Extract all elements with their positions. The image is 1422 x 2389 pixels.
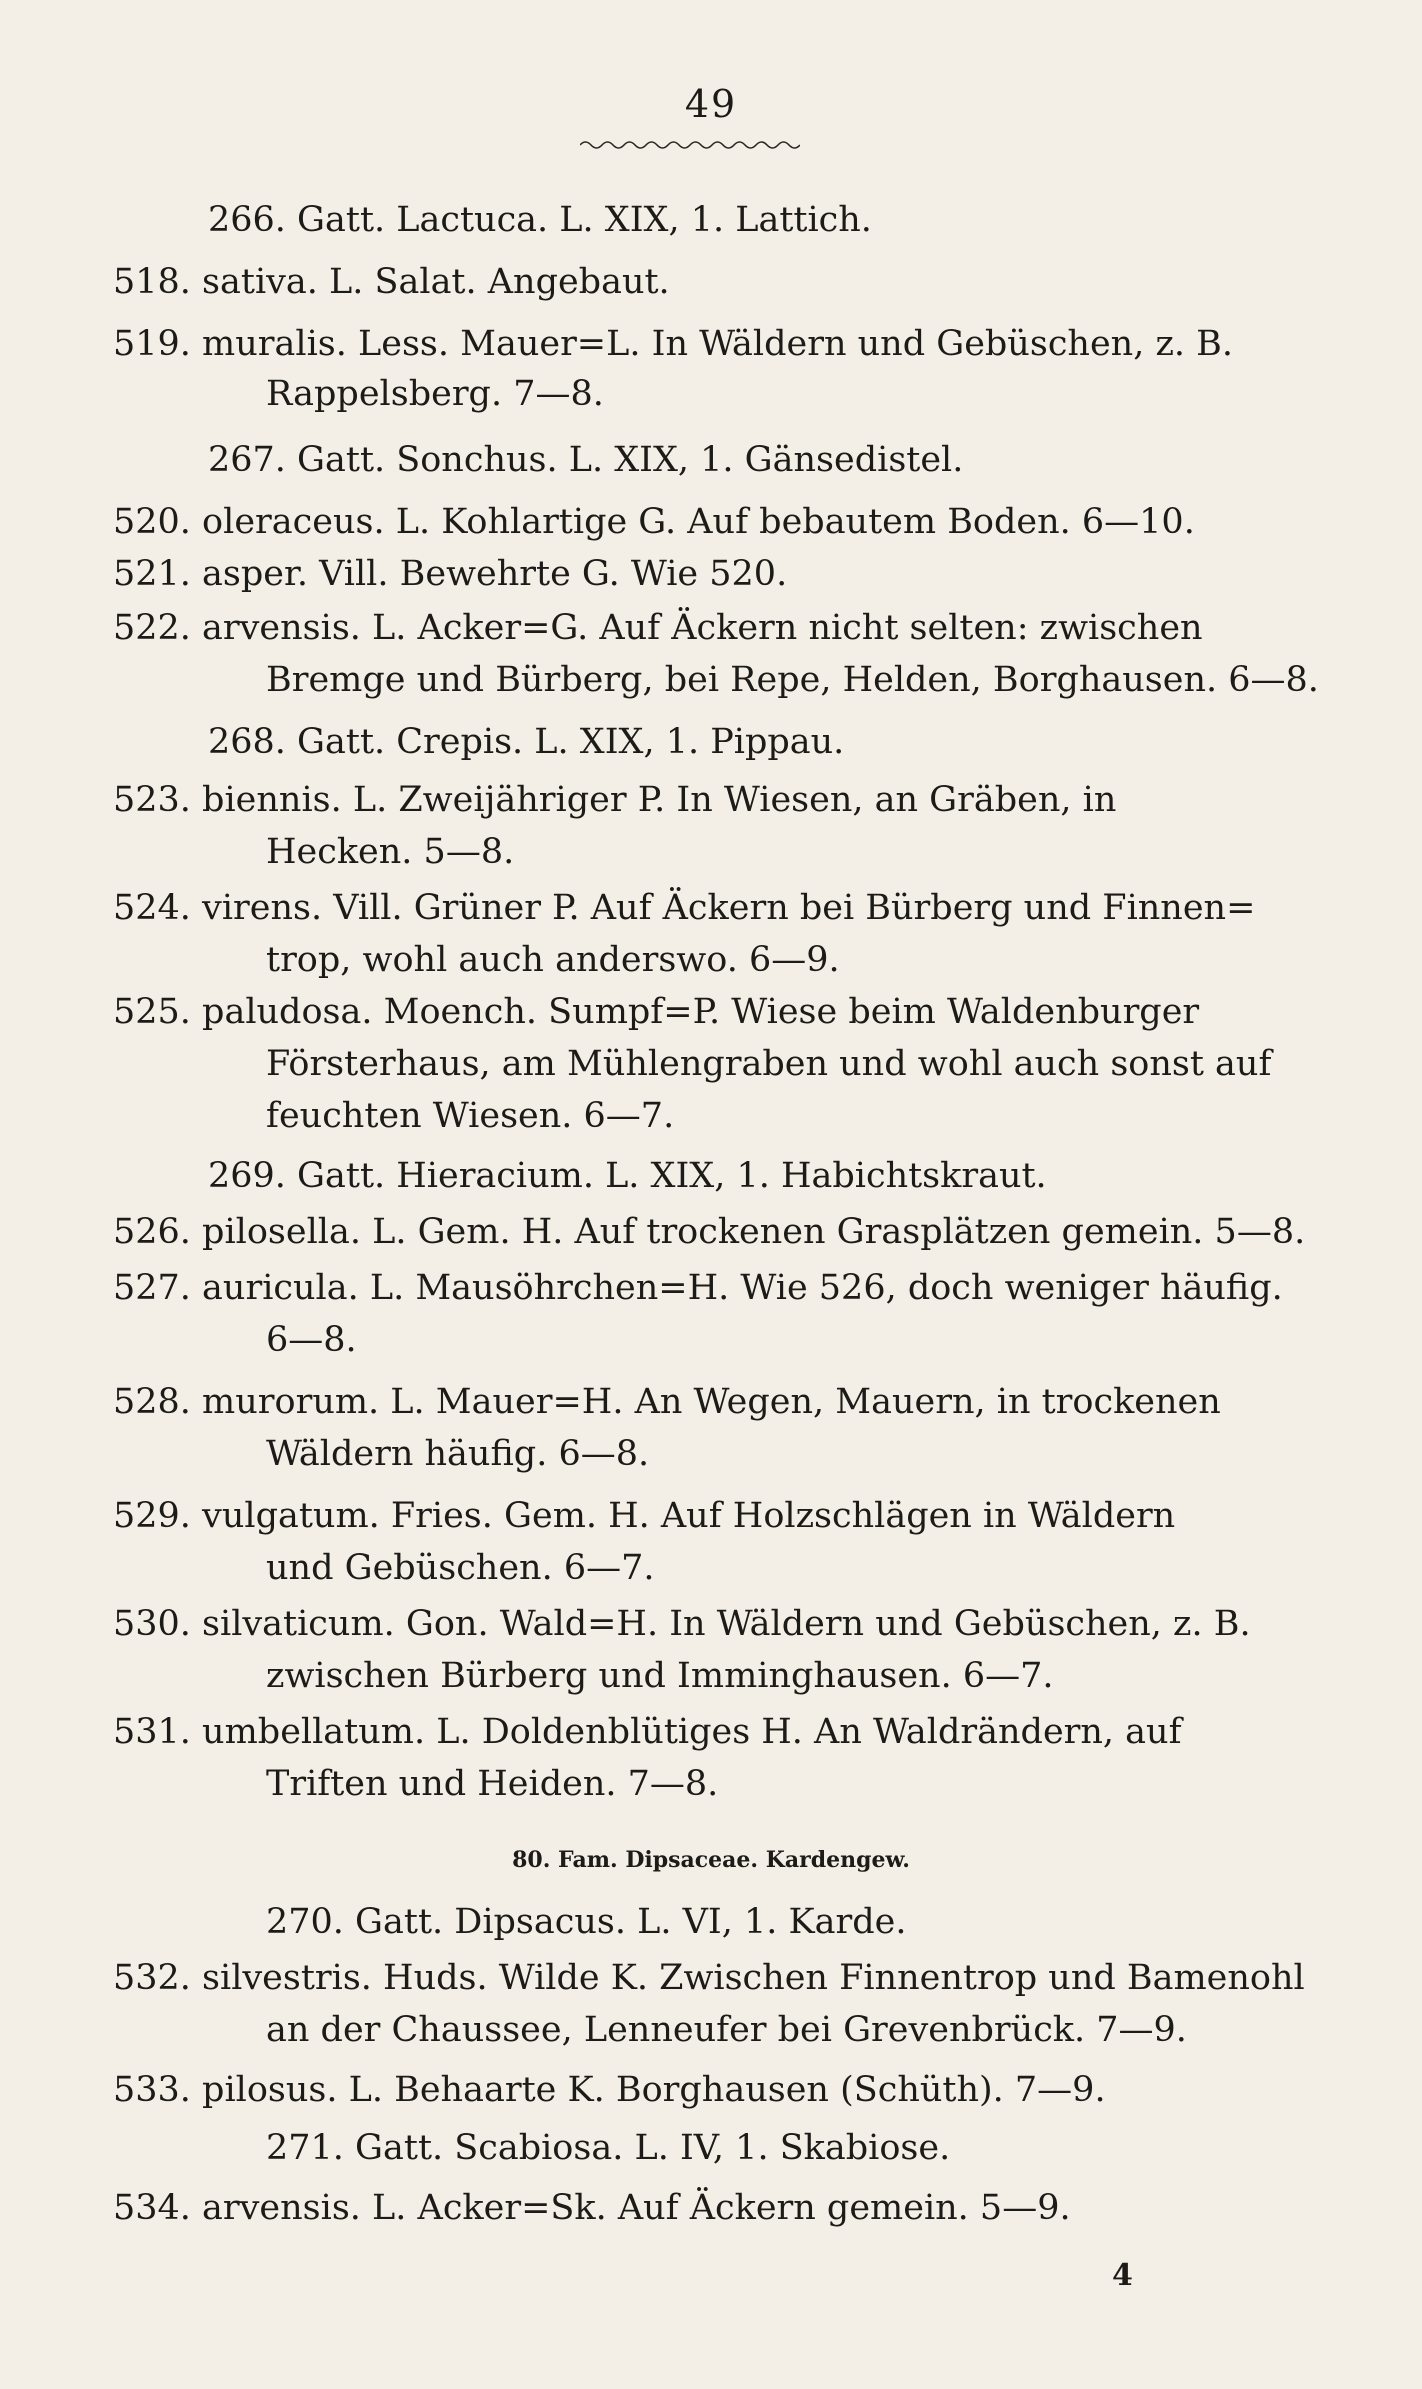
- genus-heading-268: 268. Gatt. Crepis. L. XIX, 1. Pippau.: [208, 722, 845, 762]
- species-entry-525: 525. paludosa. Moench. Sumpf=P. Wiese beim Waldenburger: [113, 992, 1200, 1032]
- species-entry-527: 527. auricula. L. Mausöhrchen=H. Wie 526, doch weniger häufig.: [113, 1268, 1283, 1308]
- decorative-rule: [580, 138, 800, 152]
- species-entry-518: 518. sativa. L. Salat. Angebaut.: [113, 262, 670, 302]
- species-entry-533: 533. pilosus. L. Behaarte K. Borghausen (Schüth). 7—9.: [113, 2070, 1106, 2110]
- species-entry-534: 534. arvensis. L. Acker=Sk. Auf Äckern gemein. 5—9.: [113, 2188, 1071, 2228]
- species-entry-526: 526. pilosella. L. Gem. H. Auf trockenen Grasplätzen gemein. 5—8.: [113, 1212, 1306, 1252]
- species-entry-525-cont: Försterhaus, am Mühlengraben und wohl auch sonst auf: [266, 1044, 1272, 1084]
- species-entry-530: 530. silvaticum. Gon. Wald=H. In Wäldern und Gebüschen, z. B.: [113, 1604, 1251, 1644]
- genus-heading-271: 271. Gatt. Scabiosa. L. IV, 1. Skabiose.: [266, 2128, 951, 2168]
- species-entry-522: 522. arvensis. L. Acker=G. Auf Äckern nicht selten: zwischen: [113, 608, 1203, 648]
- species-entry-532-cont: an der Chaussee, Lenneufer bei Grevenbrück. 7—9.: [266, 2010, 1187, 2050]
- species-entry-520: 520. oleraceus. L. Kohlartige G. Auf bebautem Boden. 6—10.: [113, 502, 1195, 542]
- species-entry-519-cont: Rappelsberg. 7—8.: [266, 374, 604, 414]
- species-entry-523-cont: Hecken. 5—8.: [266, 832, 515, 872]
- species-entry-524: 524. virens. Vill. Grüner P. Auf Äckern bei Bürberg und Finnen=: [113, 888, 1256, 928]
- species-entry-522-cont: Bremge und Bürberg, bei Repe, Helden, Borghausen. 6—8.: [266, 660, 1319, 700]
- species-entry-529: 529. vulgatum. Fries. Gem. H. Auf Holzschlägen in Wäldern: [113, 1496, 1176, 1536]
- genus-heading-267: 267. Gatt. Sonchus. L. XIX, 1. Gänsedistel.: [208, 440, 964, 480]
- species-entry-524-cont: trop, wohl auch anderswo. 6—9.: [266, 940, 840, 980]
- species-entry-523: 523. biennis. L. Zweijähriger P. In Wiesen, an Gräben, in: [113, 780, 1117, 820]
- species-entry-525-cont2: feuchten Wiesen. 6—7.: [266, 1096, 675, 1136]
- species-entry-532: 532. silvestris. Huds. Wilde K. Zwischen Finnentrop und Bamenohl: [113, 1958, 1305, 1998]
- species-entry-528: 528. murorum. L. Mauer=H. An Wegen, Mauern, in trockenen: [113, 1382, 1221, 1422]
- species-entry-528-cont: Wäldern häufig. 6—8.: [266, 1434, 650, 1474]
- species-entry-531-cont: Triften und Heiden. 7—8.: [266, 1764, 719, 1804]
- species-entry-519: 519. muralis. Less. Mauer=L. In Wäldern und Gebüschen, z. B.: [113, 324, 1233, 364]
- species-entry-521: 521. asper. Vill. Bewehrte G. Wie 520.: [113, 554, 788, 594]
- genus-heading-269: 269. Gatt. Hieracium. L. XIX, 1. Habichtskraut.: [208, 1156, 1047, 1196]
- genus-heading-266: 266. Gatt. Lactuca. L. XIX, 1. Lattich.: [208, 200, 872, 240]
- page-number: 49: [684, 82, 738, 126]
- species-entry-530-cont: zwischen Bürberg und Imminghausen. 6—7.: [266, 1656, 1054, 1696]
- species-entry-527-cont: 6—8.: [266, 1320, 357, 1360]
- genus-heading-270: 270. Gatt. Dipsacus. L. VI, 1. Karde.: [266, 1902, 907, 1942]
- species-entry-529-cont: und Gebüschen. 6—7.: [266, 1548, 655, 1588]
- species-entry-531: 531. umbellatum. L. Doldenblütiges H. An Waldrändern, auf: [113, 1712, 1182, 1752]
- family-heading-80: 80. Fam. Dipsaceae. Kardengew.: [512, 1847, 910, 1873]
- signature-mark: 4: [1112, 2258, 1133, 2293]
